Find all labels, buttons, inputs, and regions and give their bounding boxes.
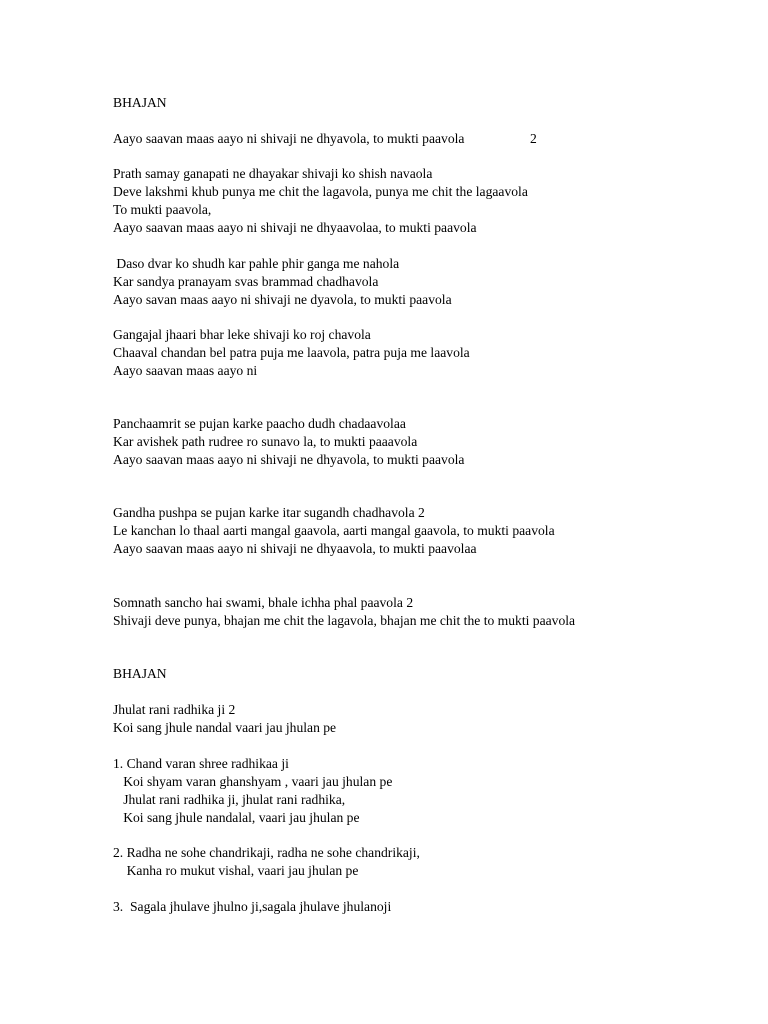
bhajan1-verse1-line3: To mukti paavola, <box>113 202 212 217</box>
bhajan1-verse5-line3: Aayo saavan maas aayo ni shivaji ne dhyaavola, to mukti paavolaa <box>113 541 477 556</box>
bhajan2-verse1-line2: Koi shyam varan ghanshyam , vaari jau jhulan pe <box>113 774 393 789</box>
bhajan1-verse2-line3: Aayo savan maas aayo ni shivaji ne dyavola, to mukti paavola <box>113 292 452 307</box>
bhajan2-verse2-line2: Kanha ro mukut vishal, vaari jau jhulan pe <box>113 863 359 878</box>
bhajan2-verse2-line1: 2. Radha ne sohe chandrikaji, radha ne sohe chandrikaji, <box>113 845 420 860</box>
bhajan2-verse1-line3: Jhulat rani radhika ji, jhulat rani radhika, <box>113 792 346 807</box>
bhajan1-verse5-line1: Gandha pushpa se pujan karke itar sugandh chadhavola 2 <box>113 505 425 520</box>
bhajan2-heading: BHAJAN <box>113 666 167 681</box>
bhajan1-verse2-line1: Daso dvar ko shudh kar pahle phir ganga me nahola <box>113 256 400 271</box>
bhajan1-refrain-repeat: 2 <box>530 131 537 146</box>
bhajan1-verse5-line2: Le kanchan lo thaal aarti mangal gaavola, aarti mangal gaavola, to mukti paavola <box>113 523 555 538</box>
bhajan1-verse1-line2: Deve lakshmi khub punya me chit the lagavola, punya me chit the lagaavola <box>113 184 528 199</box>
bhajan2-refrain-line1: Jhulat rani radhika ji 2 <box>113 702 236 717</box>
bhajan2-verse1-line4: Koi sang jhule nandalal, vaari jau jhulan pe <box>113 810 360 825</box>
bhajan2-verse3-line1: 3. Sagala jhulave jhulno ji,sagala jhulave jhulanoji <box>113 899 392 914</box>
bhajan1-verse2-line2: Kar sandya pranayam svas brammad chadhavola <box>113 274 379 289</box>
bhajan1-verse6-line1: Somnath sancho hai swami, bhale ichha phal paavola 2 <box>113 595 414 610</box>
bhajan1-verse3-line1: Gangajal jhaari bhar leke shivaji ko roj chavola <box>113 327 371 342</box>
bhajan1-verse1-line4: Aayo saavan maas aayo ni shivaji ne dhyaavolaa, to mukti paavola <box>113 220 477 235</box>
bhajan1-verse6-line2: Shivaji deve punya, bhajan me chit the lagavola, bhajan me chit the to mukti paavola <box>113 613 576 628</box>
bhajan2-refrain-line2: Koi sang jhule nandal vaari jau jhulan pe <box>113 720 337 735</box>
bhajan1-verse1-line1: Prath samay ganapati ne dhayakar shivaji ko shish navaola <box>113 166 433 181</box>
bhajan1-refrain: Aayo saavan maas aayo ni shivaji ne dhyavola, to mukti paavola <box>113 131 465 146</box>
bhajan1-verse4-line1: Panchaamrit se pujan karke paacho dudh chadaavolaa <box>113 416 406 431</box>
bhajan1-verse3-line3: Aayo saavan maas aayo ni <box>113 363 258 378</box>
bhajan1-heading: BHAJAN <box>113 95 167 110</box>
bhajan2-verse1-line1: 1. Chand varan shree radhikaa ji <box>113 756 289 771</box>
bhajan1-verse4-line2: Kar avishek path rudree ro sunavo la, to mukti paaavola <box>113 434 418 449</box>
bhajan1-verse4-line3: Aayo saavan maas aayo ni shivaji ne dhyavola, to mukti paavola <box>113 452 465 467</box>
bhajan1-verse3-line2: Chaaval chandan bel patra puja me laavola, patra puja me laavola <box>113 345 470 360</box>
